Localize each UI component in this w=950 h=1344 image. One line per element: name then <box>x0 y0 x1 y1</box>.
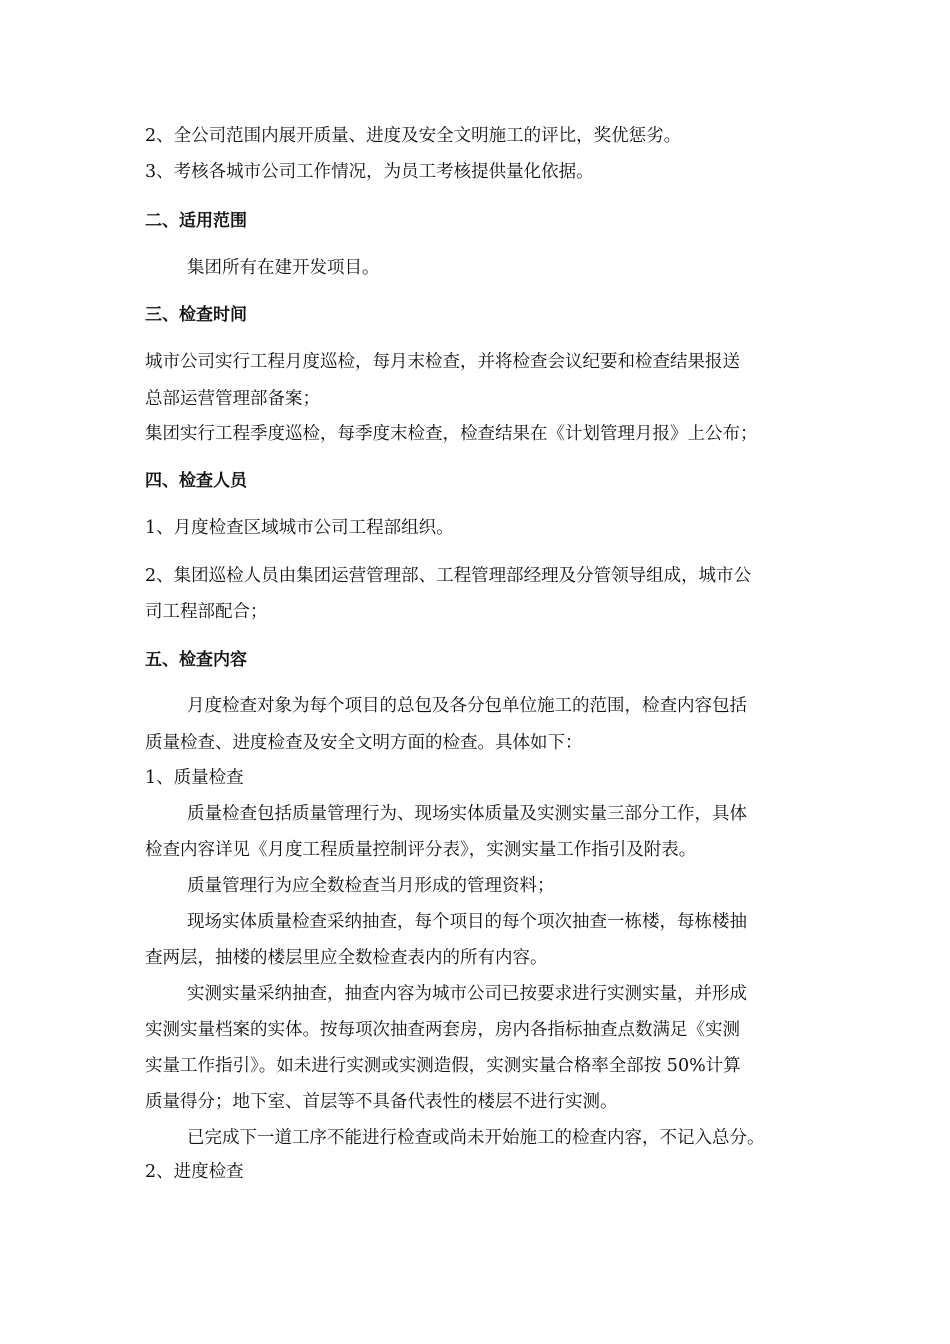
paragraph-line: 质量管理行为应全数检查当月形成的管理资料； <box>187 876 555 896</box>
section-heading: 四、检查人员 <box>145 471 247 491</box>
paragraph-line: 月度检查对象为每个项目的总包及各分包单位施工的范围，检查内容包括 <box>187 696 747 716</box>
paragraph-line: 实测实量档案的实体。按每项次抽查两套房，房内各指标抽查点数满足《实测 <box>145 1020 740 1040</box>
paragraph-line: 2、全公司范围内展开质量、进度及安全文明施工的评比，奖优惩劣。 <box>145 126 682 146</box>
paragraph-line: 司工程部配合； <box>145 602 268 622</box>
paragraph-line: 质量检查包括质量管理行为、现场实体质量及实测实量三部分工作，具体 <box>187 804 747 824</box>
paragraph-line: 实量工作指引》。如未进行实测或实测造假，实测实量合格率全部按 50%计算 <box>145 1056 741 1076</box>
paragraph-line: 现场实体质量检查采纳抽查，每个项目的每个项次抽查一栋楼，每栋楼抽 <box>187 912 747 932</box>
paragraph-line: 1、月度检查区域城市公司工程部组织。 <box>145 518 454 538</box>
subsection-heading: 2、进度检查 <box>145 1162 244 1182</box>
paragraph-line: 查两层，抽楼的楼层里应全数检查表内的所有内容。 <box>145 948 548 968</box>
subsection-heading: 1、质量检查 <box>145 768 244 788</box>
paragraph-line: 总部运营管理部备案； <box>145 389 320 409</box>
paragraph-line: 质量检查、进度检查及安全文明方面的检查。具体如下： <box>145 733 583 753</box>
section-heading: 二、适用范围 <box>145 211 247 231</box>
paragraph-line: 质量得分；地下室、首层等不具备代表性的楼层不进行实测。 <box>145 1092 618 1112</box>
section-heading: 五、检查内容 <box>145 650 247 670</box>
paragraph-line: 3、考核各城市公司工作情况，为员工考核提供量化依据。 <box>145 162 594 182</box>
paragraph-line: 城市公司实行工程月度巡检，每月末检查，并将检查会议纪要和检查结果报送 <box>145 352 740 372</box>
section-heading: 三、检查时间 <box>145 305 247 325</box>
paragraph-line: 实测实量采纳抽查，抽查内容为城市公司已按要求进行实测实量，并形成 <box>187 984 747 1004</box>
paragraph-line: 检查内容详见《月度工程质量控制评分表》，实测实量工作指引及附表。 <box>145 840 697 860</box>
paragraph-line: 已完成下一道工序不能进行检查或尚未开始施工的检查内容，不记入总分。 <box>187 1128 765 1148</box>
paragraph-line: 集团所有在建开发项目。 <box>187 258 380 278</box>
paragraph-line: 2、集团巡检人员由集团运营管理部、工程管理部经理及分管领导组成，城市公 <box>145 566 752 586</box>
paragraph-line: 集团实行工程季度巡检，每季度末检查，检查结果在《计划管理月报》上公布； <box>145 424 758 444</box>
